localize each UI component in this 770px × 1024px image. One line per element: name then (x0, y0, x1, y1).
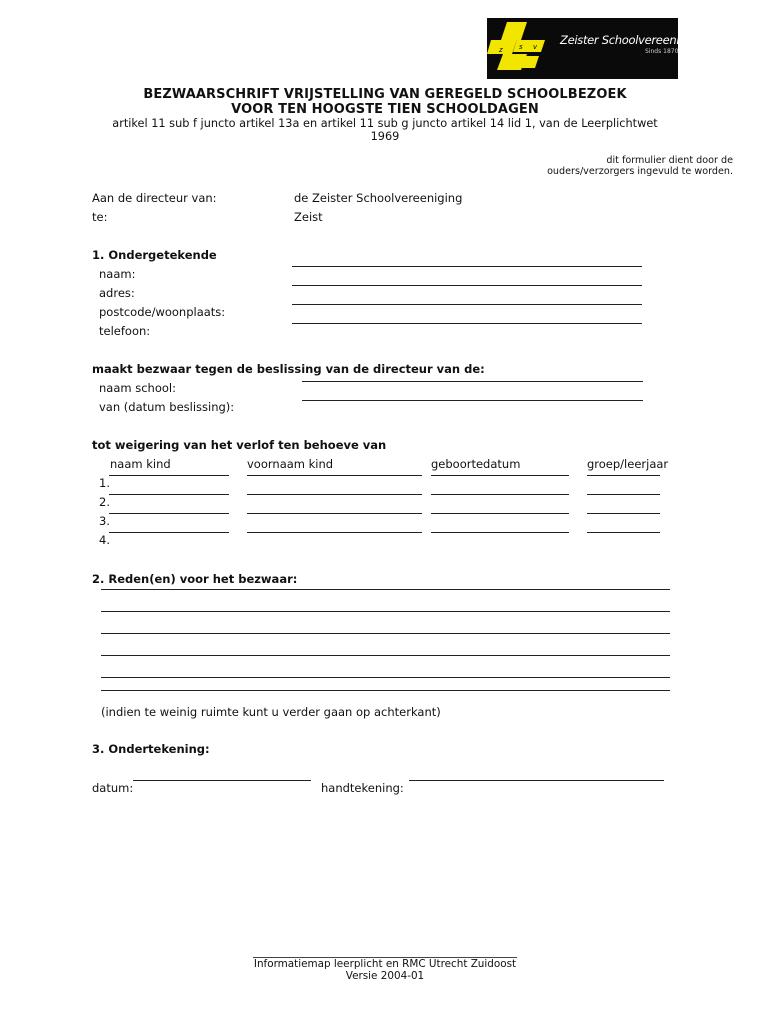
addressee-value: de Zeister Schoolvereeniging (294, 191, 463, 205)
footer-line-2: Versie 2004-01 (345, 970, 425, 982)
date-field[interactable] (133, 780, 311, 781)
decision-date-label: van (datum beslissing): (99, 400, 235, 414)
group-year-field[interactable] (587, 475, 660, 476)
logo-small-text: Sinds 1870 (645, 48, 679, 55)
svg-text:s: s (519, 43, 523, 51)
title-line-1: BEZWAARSCHRIFT VRIJSTELLING VAN GEREGELD SCHOOLBEZOEK (143, 87, 627, 102)
row-number: 1. (99, 476, 110, 490)
child-first-name-field[interactable] (247, 513, 422, 514)
extra-space-note: (indien te weinig ruimte kunt u verder gaan op achterkant) (101, 705, 441, 719)
school-name-field[interactable] (302, 381, 643, 382)
child-first-name-field[interactable] (247, 494, 422, 495)
column-header-group-year: groep/leerjaar (587, 457, 669, 471)
group-year-field[interactable] (587, 513, 660, 514)
instruction-note-line-1: dit formulier dient door de (606, 155, 733, 166)
group-year-field[interactable] (587, 532, 660, 533)
reason-line[interactable] (101, 677, 670, 678)
child-name-field[interactable] (109, 475, 229, 476)
address-field[interactable] (292, 285, 642, 286)
signature-label: handtekening: (321, 781, 404, 795)
reason-line[interactable] (101, 633, 670, 634)
row-number: 3. (99, 514, 110, 528)
birth-date-field[interactable] (431, 475, 569, 476)
phone-field[interactable] (292, 323, 642, 324)
reason-line[interactable] (101, 611, 670, 612)
subtitle-line-1: artikel 11 sub f juncto artikel 13a en artikel 11 sub g juncto artikel 14 lid 1, van de Leerplichtwet (112, 117, 658, 130)
child-first-name-field[interactable] (247, 532, 422, 533)
row-number: 4. (99, 533, 110, 547)
location-value: Zeist (294, 210, 323, 224)
phone-label: telefoon: (99, 324, 151, 338)
name-label: naam: (99, 267, 136, 281)
logo-name: Zeister Schoolvereeniging (560, 33, 704, 47)
birth-date-field[interactable] (431, 513, 569, 514)
subtitle-line-2: 1969 (370, 130, 400, 143)
decision-date-field[interactable] (302, 400, 643, 401)
zsv-emblem-icon (487, 18, 557, 79)
name-field[interactable] (292, 266, 642, 267)
postcode-city-field[interactable] (292, 304, 642, 305)
school-name-label: naam school: (99, 381, 176, 395)
reason-line[interactable] (101, 655, 670, 656)
address-label: adres: (99, 286, 135, 300)
row-number: 2. (99, 495, 110, 509)
instruction-note-line-2: ouders/verzorgers ingevuld te worden. (547, 166, 733, 177)
signature-field[interactable] (409, 780, 664, 781)
date-label: datum: (92, 781, 134, 795)
reason-line[interactable] (101, 690, 670, 691)
column-header-child-first-name: voornaam kind (247, 457, 334, 471)
refusal-heading: tot weigering van het verlof ten behoeve van (92, 438, 387, 452)
addressee-label: Aan de directeur van: (92, 191, 217, 205)
child-name-field[interactable] (109, 513, 229, 514)
birth-date-field[interactable] (431, 494, 569, 495)
section-1-heading: 1. Ondergetekende (92, 248, 217, 262)
child-first-name-field[interactable] (247, 475, 422, 476)
birth-date-field[interactable] (431, 532, 569, 533)
title-line-2: VOOR TEN HOOGSTE TIEN SCHOOLDAGEN (231, 102, 539, 117)
location-label: te: (92, 210, 108, 224)
reason-line[interactable] (101, 589, 670, 590)
section-2-heading: 2. Reden(en) voor het bezwaar: (92, 572, 298, 586)
child-name-field[interactable] (109, 494, 229, 495)
column-header-child-name: naam kind (110, 457, 171, 471)
child-name-field[interactable] (109, 532, 229, 533)
postcode-city-label: postcode/woonplaats: (99, 305, 226, 319)
footer-line-1: Informatiemap leerplicht en RMC Utrecht Zuidoost (253, 958, 517, 970)
section-3-heading: 3. Ondertekening: (92, 742, 210, 756)
svg-text:z: z (499, 46, 503, 54)
group-year-field[interactable] (587, 494, 660, 495)
column-header-birth-date: geboortedatum (431, 457, 521, 471)
school-logo (487, 18, 704, 79)
svg-text:v: v (533, 43, 538, 51)
objection-heading: maakt bezwaar tegen de beslissing van de directeur van de: (92, 362, 485, 376)
